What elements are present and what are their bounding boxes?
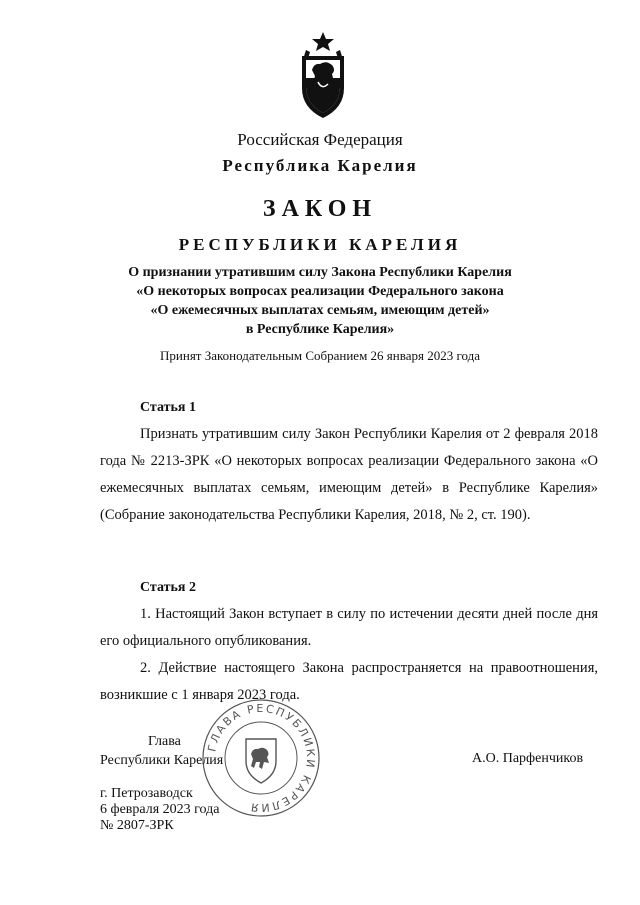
article-1-body: Признать утратившим силу Закон Республики Карелия от 2 февраля 2018 года № 2213-ЗРК «О некоторых вопросах реализации Федерального закона «О ежемесячных выплатах семьям, имеющим детей» в Республике Карелия» (Собрание законодательства Республики Карелия, 2018, № 2, ст. 190). [100, 426, 598, 523]
law-title-line: в Республике Карелия» [245, 322, 395, 337]
law-title-line: О признании утратившим силу Закона Республики Карелия [128, 265, 512, 280]
document-type: ЗАКОН [262, 196, 378, 222]
signatory-title-line2: Республики Карелия [100, 753, 224, 768]
sign-date: 6 февраля 2023 года [100, 802, 220, 817]
signatory-title-line1: Глава [148, 734, 181, 749]
city: г. Петрозаводск [100, 786, 193, 801]
place-date-number [100, 786, 220, 834]
signatory-name: А.О. Парфенчиков [472, 751, 584, 766]
law-subject: РЕСПУБЛИКИ КАРЕЛИЯ [178, 235, 462, 254]
article-2-heading: Статья 2 [140, 580, 196, 595]
law-title-line: «О некоторых вопросах реализации Федерального закона [136, 284, 504, 299]
country-name: Российская Федерация [237, 130, 403, 149]
article-2-item-2-text: 2. Действие настоящего Закона распространяется на правоотношения, возникшие с 1 января 2023 года. [100, 660, 598, 703]
law-number: № 2807-ЗРК [100, 818, 174, 833]
karelia-coat-of-arms-icon [292, 30, 354, 122]
article-2-item-1 [100, 601, 598, 655]
signatory-title [100, 732, 223, 770]
law-title [120, 263, 520, 339]
seal-text: ГЛАВА РЕСПУБЛИКИ КАРЕЛИЯ [205, 701, 318, 815]
republic-name: Республика Карелия [222, 156, 418, 175]
law-title-line: «О ежемесячных выплатах семьям, имеющим детей» [150, 303, 490, 318]
article-2-item-2 [100, 655, 598, 709]
article-1-text [100, 421, 598, 529]
article-1-heading: Статья 1 [140, 400, 196, 415]
article-2-item-1-text: 1. Настоящий Закон вступает в силу по истечении десяти дней после дня его официального опубликования. [100, 606, 598, 649]
adoption-note: Принят Законодательным Собранием 26 января 2023 года [160, 348, 480, 363]
